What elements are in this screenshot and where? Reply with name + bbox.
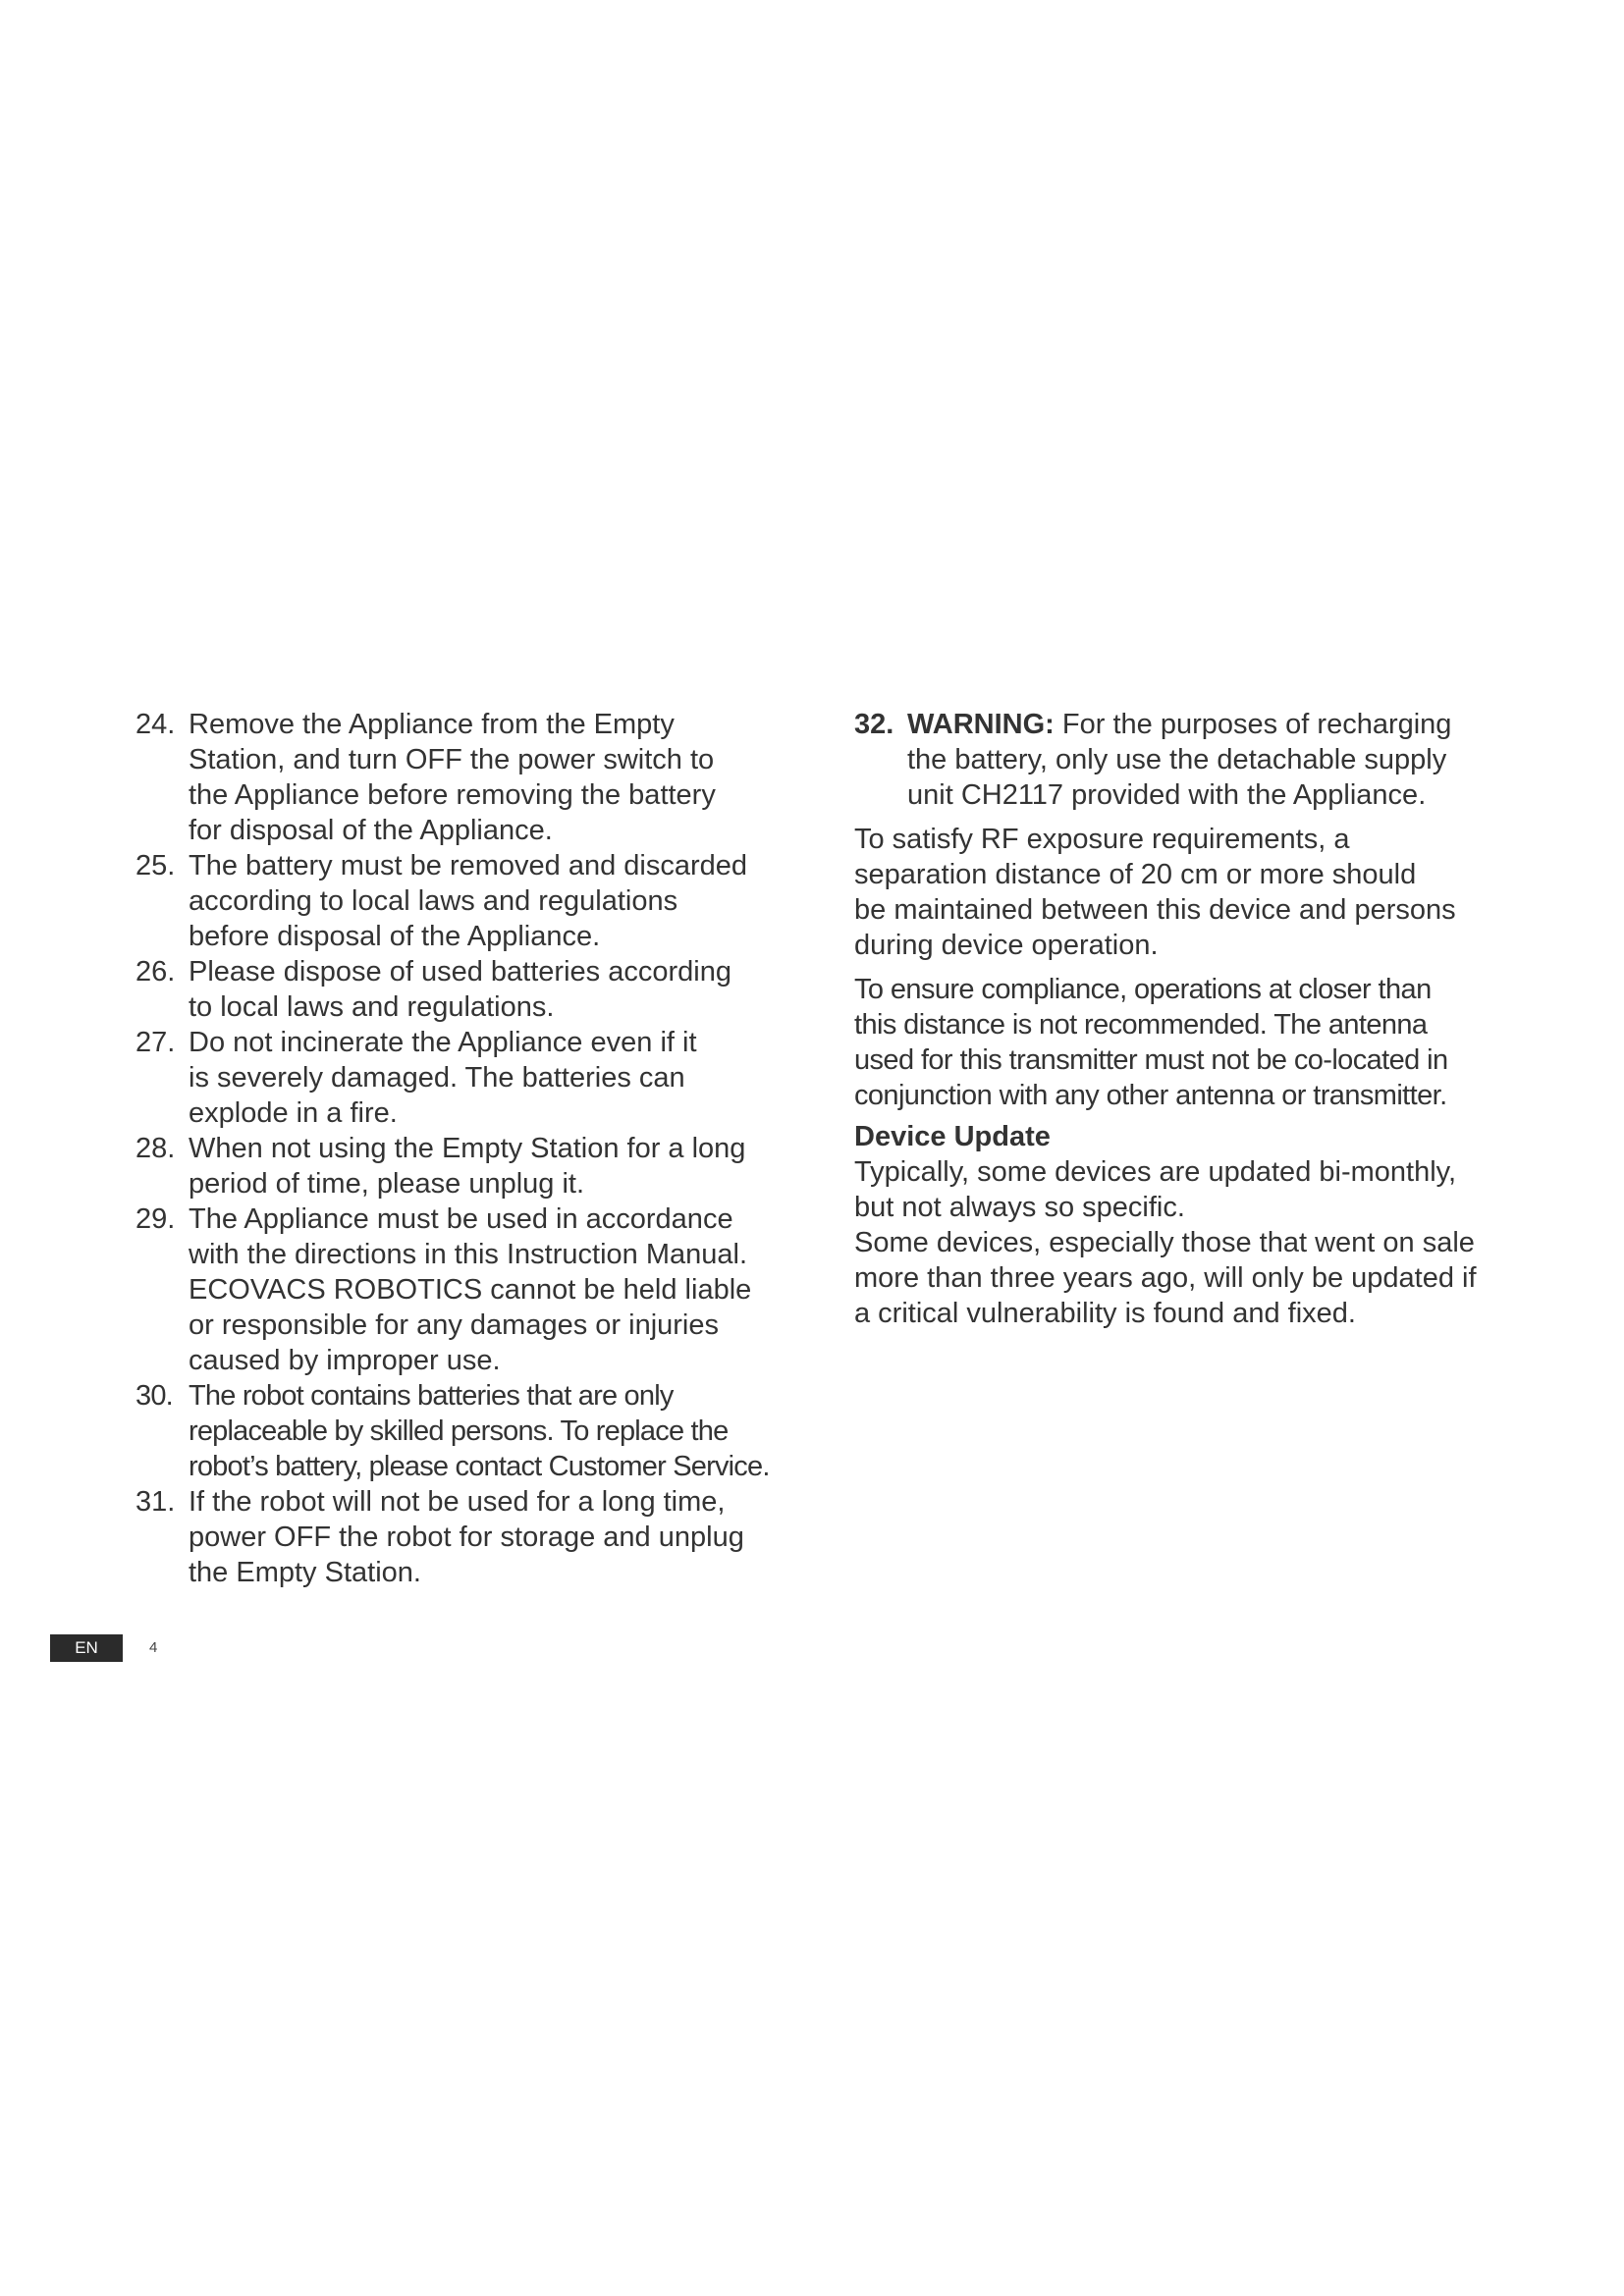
- list-item: [135, 1201, 803, 1378]
- device-update-paragraph-2: Some devices, especially those that went on sale more than three years ago, will only be updated if a critical vulnerability is found and fixed.: [854, 1227, 1477, 1329]
- device-update-heading: Device Update: [854, 1121, 1051, 1152]
- list-item: [135, 707, 803, 848]
- item-text: If the robot will not be used for a long time, power OFF the robot for storage and unplug the Empty Station.: [189, 1486, 744, 1588]
- item-number: 27.: [135, 1027, 176, 1058]
- language-badge: EN: [50, 1634, 123, 1662]
- item-text: The battery must be removed and discarded according to local laws and regulations before disposal of the Appliance.: [189, 850, 748, 952]
- item-text: Do not incinerate the Appliance even if it is severely damaged. The batteries can explode in a fire.: [189, 1027, 697, 1129]
- left-column: [135, 707, 803, 1590]
- compliance-paragraph: To ensure compliance, operations at closer than this distance is not recommended. The antenna used for this transmitter must not be co-located in conjunction with any other antenna or transmitter.: [854, 974, 1448, 1111]
- right-column: [854, 707, 1522, 1331]
- item-number: 31.: [135, 1486, 176, 1518]
- device-update-paragraph: Typically, some devices are updated bi-monthly, but not always so specific.: [854, 1156, 1457, 1223]
- item-text: When not using the Empty Station for a long period of time, please unplug it.: [189, 1133, 746, 1200]
- item-number: 24.: [135, 709, 176, 740]
- item-text: The robot contains batteries that are only replaceable by skilled persons. To replace the robot’s battery, please contact Customer Service.: [189, 1380, 770, 1482]
- warning-text-block: [907, 707, 1522, 813]
- list-item: [135, 1484, 803, 1590]
- item-text: Remove the Appliance from the Empty Station, and turn OFF the power switch to the Appliance before removing the battery for disposal of the Appliance.: [189, 709, 716, 846]
- item-text: The Appliance must be used in accordance with the directions in this Instruction Manual. ECOVACS ROBOTICS cannot be held liable or responsible for any damages or injuries caused by improper use.: [189, 1203, 752, 1376]
- warning-item: [854, 707, 1522, 813]
- item-number: 30.: [135, 1380, 173, 1412]
- item-text: Please dispose of used batteries according to local laws and regulations.: [189, 956, 731, 1023]
- item-number: 25.: [135, 850, 176, 881]
- rf-exposure-paragraph: To satisfy RF exposure requirements, a separation distance of 20 cm or more should be maintained between this device and persons during device operation.: [854, 824, 1456, 961]
- list-item: [135, 954, 803, 1025]
- list-item: [135, 1378, 803, 1484]
- page-number: 4: [149, 1639, 158, 1656]
- list-item: [135, 1131, 803, 1201]
- item-number: 26.: [135, 956, 176, 988]
- item-number: 28.: [135, 1133, 176, 1164]
- warning-text: For the purposes of recharging the battery, only use the detachable supply unit CH2117 provided with the Appliance.: [907, 709, 1452, 811]
- warning-label: WARNING:: [907, 709, 1055, 740]
- list-item: [135, 1025, 803, 1131]
- item-number: 29.: [135, 1203, 176, 1235]
- item-number: 32.: [854, 709, 894, 740]
- list-item: [135, 848, 803, 954]
